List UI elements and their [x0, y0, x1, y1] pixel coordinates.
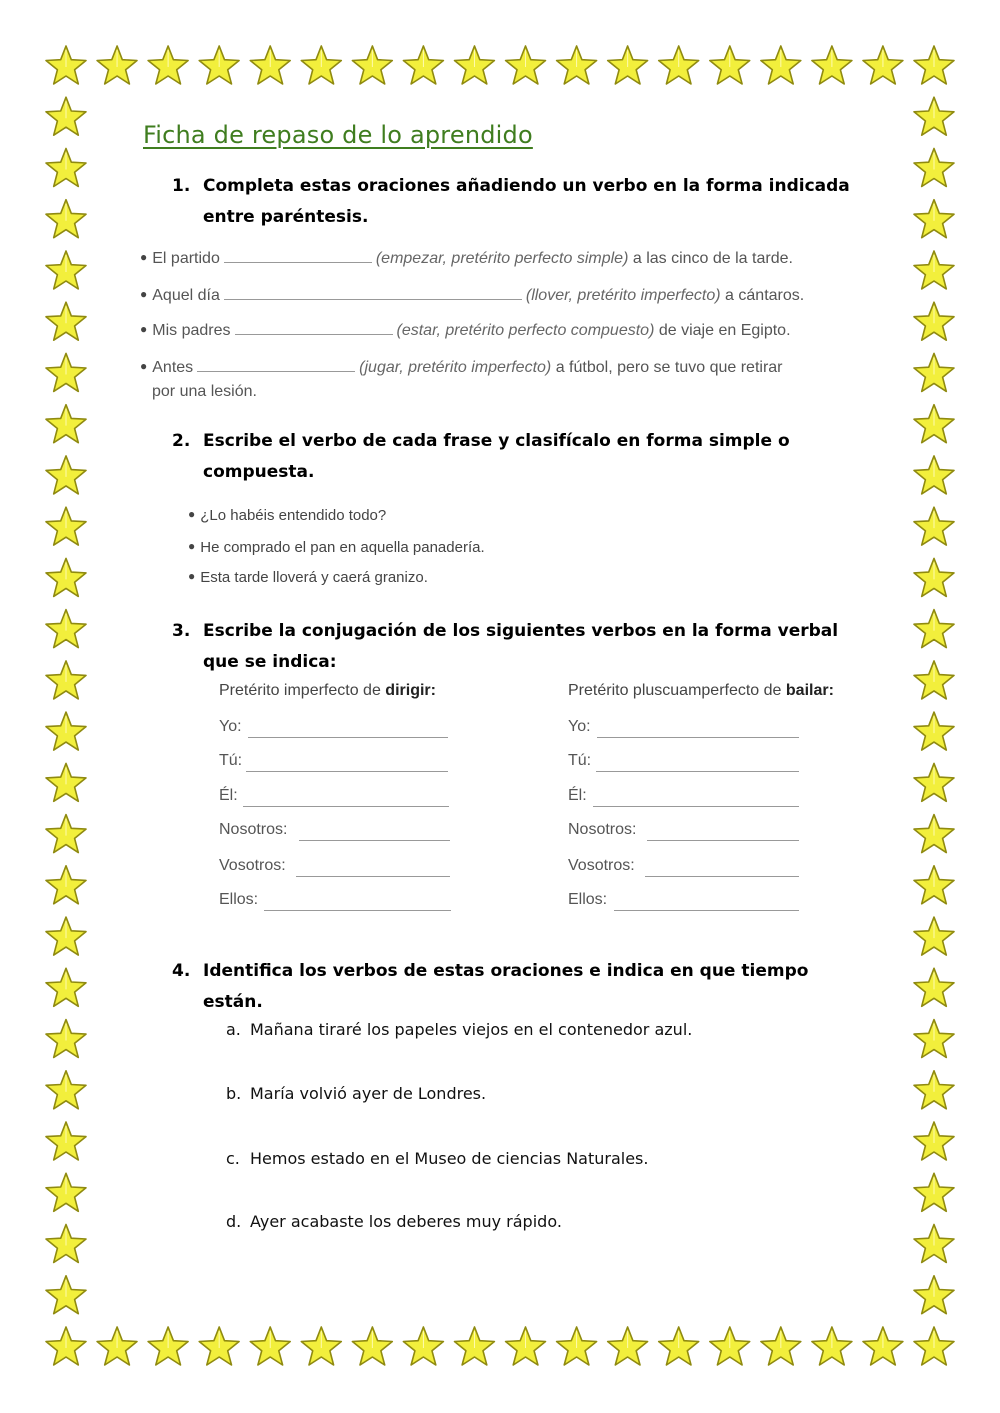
answer-blank[interactable] [593, 806, 799, 807]
question-3 [172, 616, 872, 678]
question-4-number: 4. [172, 961, 191, 981]
pronoun-label: Vosotros: [219, 857, 286, 874]
right-conjugation-row [568, 857, 635, 875]
right-conjugation-row [568, 787, 587, 805]
left-conjugation-row [219, 821, 287, 839]
question-4-text: Identifica los verbos de estas oraciones e indica en que tiempo están. [203, 961, 809, 1012]
pronoun-label: Ellos: [219, 891, 259, 908]
right-conjugation-row [568, 821, 636, 839]
bullet-icon: ● [188, 569, 196, 583]
pronoun-label: Nosotros: [568, 821, 637, 838]
q2-item-2: ● He comprado el pan en aquella panadería. [188, 539, 485, 556]
pronoun-label: Yo: [568, 718, 591, 735]
question-1-text: Completa estas oraciones añadiendo un verbo en la forma indicada entre paréntesis. [203, 176, 850, 227]
bullet-icon: ● [140, 287, 148, 301]
answer-blank[interactable] [296, 876, 450, 877]
page-title: Ficha de repaso de lo aprendido [143, 121, 533, 149]
question-3-text: Escribe la conjugación de los siguientes verbos en la forma verbal que se indica: [203, 621, 839, 672]
bullet-icon: ● [188, 539, 196, 553]
answer-blank[interactable] [246, 771, 448, 772]
left-conjugation-row [219, 787, 238, 805]
q4-item-b: b. María volvió ayer de Londres. [226, 1084, 487, 1103]
answer-blank[interactable] [224, 248, 372, 263]
bullet-icon: ● [140, 322, 148, 336]
conjugation-left-heading: Pretérito imperfecto de dirigir: [219, 682, 436, 699]
answer-blank[interactable] [197, 357, 355, 372]
bullet-icon: ● [140, 250, 148, 264]
answer-blank[interactable] [243, 806, 449, 807]
q2-item-1: ● ¿Lo habéis entendido todo? [188, 507, 387, 524]
pronoun-label: Tú: [568, 752, 592, 769]
q1-sentence-4: ● Antes (jugar, pretérito imperfecto) a fútbol, pero se tuvo que retirar por una lesión. [140, 354, 870, 404]
question-2 [172, 426, 872, 488]
question-1-number: 1. [172, 176, 191, 196]
question-2-text: Escribe el verbo de cada frase y clasifícalo en forma simple o compuesta. [203, 431, 790, 482]
conjugation-right-heading: Pretérito pluscuamperfecto de bailar: [568, 682, 834, 699]
pronoun-label: Vosotros: [568, 857, 635, 874]
q4-item-c: c. Hemos estado en el Museo de ciencias Naturales. [226, 1149, 649, 1168]
pronoun-label: Él: [568, 787, 587, 804]
left-conjugation-row [219, 891, 258, 909]
question-1 [172, 171, 872, 233]
pronoun-label: Yo: [219, 718, 242, 735]
answer-blank[interactable] [647, 840, 799, 841]
answer-blank[interactable] [235, 320, 393, 335]
answer-blank[interactable] [645, 876, 799, 877]
right-conjugation-row [568, 752, 591, 770]
q1-sentence-2: ● Aquel día (llover, pretérito imperfecto) a cántaros. [140, 282, 804, 308]
pronoun-label: Él: [219, 787, 238, 804]
answer-blank[interactable] [264, 910, 451, 911]
q4-item-a: a. Mañana tiraré los papeles viejos en el contenedor azul. [226, 1020, 693, 1039]
answer-blank[interactable] [597, 737, 799, 738]
bullet-icon: ● [140, 359, 148, 373]
answer-blank[interactable] [596, 771, 799, 772]
q4-item-d: d. Ayer acabaste los deberes muy rápido. [226, 1212, 562, 1231]
left-conjugation-row [219, 752, 242, 770]
right-conjugation-row [568, 718, 591, 736]
question-2-number: 2. [172, 431, 191, 451]
left-conjugation-row [219, 718, 242, 736]
answer-blank[interactable] [248, 737, 448, 738]
bullet-icon: ● [188, 507, 196, 521]
pronoun-label: Nosotros: [219, 821, 288, 838]
answer-blank[interactable] [614, 910, 799, 911]
question-3-number: 3. [172, 621, 191, 641]
pronoun-label: Tú: [219, 752, 243, 769]
answer-blank[interactable] [299, 840, 450, 841]
pronoun-label: Ellos: [568, 891, 608, 908]
right-conjugation-row [568, 891, 607, 909]
answer-blank[interactable] [224, 285, 522, 300]
q2-item-3: ● Esta tarde lloverá y caerá granizo. [188, 569, 428, 586]
q1-sentence-3: ● Mis padres (estar, pretérito perfecto compuesto) de viaje en Egipto. [140, 317, 791, 343]
left-conjugation-row [219, 857, 286, 875]
question-4 [172, 956, 872, 1018]
q1-sentence-1: ● El partido (empezar, pretérito perfecto simple) a las cinco de la tarde. [140, 245, 793, 271]
